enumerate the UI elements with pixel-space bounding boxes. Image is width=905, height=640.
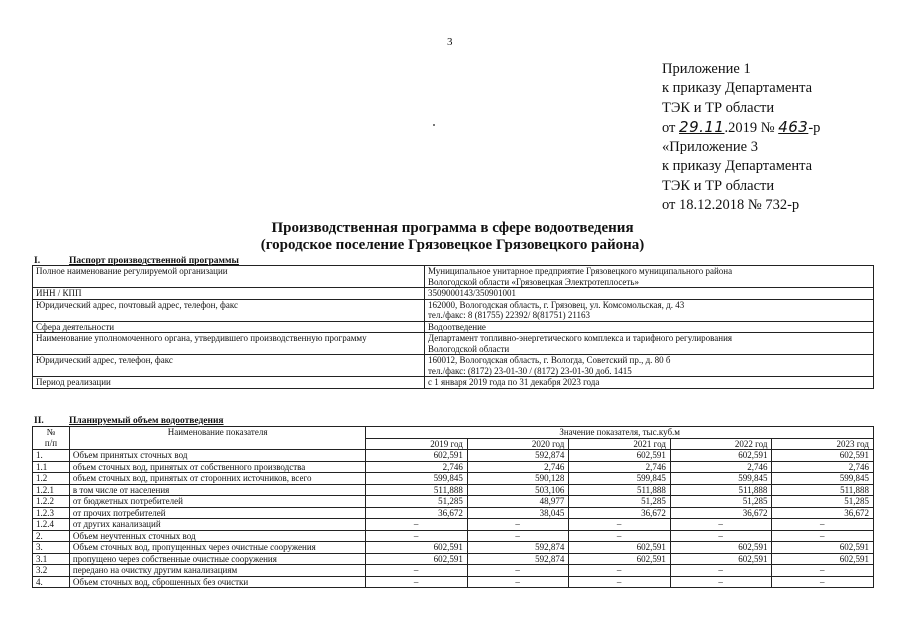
row-value: 602,591 [772, 542, 874, 554]
table-row [33, 450, 874, 462]
order-mid: .2019 № [724, 119, 775, 136]
passport-value-line: Водоотведение [428, 321, 486, 332]
row-value: 602,591 [670, 553, 772, 565]
appendix-line: ТЭК и ТР области [662, 99, 775, 116]
row-value: 511,888 [670, 484, 772, 496]
handwritten-date: 29.11 [679, 117, 725, 136]
section-title: Планируемый объем водоотведения [69, 416, 224, 426]
row-value: 38,045 [467, 507, 569, 519]
handwritten-number: 463 [778, 117, 809, 136]
row-value: 602,591 [366, 553, 468, 565]
header-year: 2021 год [569, 438, 671, 450]
row-name: Объем принятых сточных вод [69, 450, 365, 462]
row-value: 48,977 [467, 496, 569, 508]
passport-value-line: тел./факс: (8172) 23-01-30 / (8172) 23-01-30 доб. 1415 [428, 365, 632, 376]
passport-row [33, 266, 874, 288]
row-value: 511,888 [772, 484, 874, 496]
row-number: 1.2.2 [33, 496, 70, 508]
row-value: 51,285 [772, 496, 874, 508]
passport-row [33, 377, 874, 389]
row-value: – [366, 530, 468, 542]
row-name: от других канализаций [69, 519, 365, 531]
row-value: – [670, 519, 772, 531]
row-name: передано на очистку другим канализациям [69, 565, 365, 577]
section-title: Паспорт производственной программы [69, 256, 239, 266]
row-value: – [569, 519, 671, 531]
row-name: объем сточных вод, принятых от сторонних источников, всего [69, 473, 365, 485]
appendix-line: к приказу Департамента [662, 158, 813, 175]
table-row [33, 530, 874, 542]
volume-table [32, 426, 874, 588]
passport-label: Период реализации [33, 377, 425, 389]
row-number: 2. [33, 530, 70, 542]
row-name: Объем неучтенных сточных вод [69, 530, 365, 542]
header-number [33, 427, 70, 450]
table-row [33, 565, 874, 577]
passport-value [425, 288, 874, 300]
passport-row [33, 288, 874, 300]
row-value: – [670, 565, 772, 577]
passport-value [425, 333, 874, 355]
row-number: 1.2 [33, 473, 70, 485]
table-row [33, 507, 874, 519]
row-value: 51,285 [670, 496, 772, 508]
row-value: 592,874 [467, 450, 569, 462]
row-value: 602,591 [670, 542, 772, 554]
row-number: 1.2.1 [33, 484, 70, 496]
row-value: 599,845 [772, 473, 874, 485]
header-indicator-name: Наименование показателя [69, 427, 365, 450]
row-name: объем сточных вод, принятых от собственного производства [69, 461, 365, 473]
passport-value-line: Вологодской области [428, 343, 510, 354]
passport-row [33, 355, 874, 377]
row-value: – [467, 576, 569, 588]
row-value: – [772, 576, 874, 588]
order-prefix: от [662, 119, 676, 136]
scan-speck [433, 124, 435, 126]
document-subtitle: (городское поселение Грязовецкое Грязовецкого района) [260, 237, 645, 253]
appendix-line: от 18.12.2018 № 732-р [662, 197, 800, 214]
row-value: – [670, 576, 772, 588]
page-number: 3 [447, 36, 453, 48]
row-value: 602,591 [772, 553, 874, 565]
row-value: 2,746 [569, 461, 671, 473]
passport-table [32, 265, 874, 389]
row-value: 599,845 [569, 473, 671, 485]
passport-value [425, 266, 874, 288]
passport-value [425, 355, 874, 377]
header-number-line: п/п [44, 437, 58, 448]
row-value: 511,888 [569, 484, 671, 496]
row-value: 602,591 [366, 542, 468, 554]
row-number: 1. [33, 450, 70, 462]
row-value: – [772, 565, 874, 577]
passport-label: Юридический адрес, почтовый адрес, телефон, факс [33, 299, 425, 321]
row-value: – [366, 576, 468, 588]
passport-value [425, 299, 874, 321]
passport-row [33, 321, 874, 333]
passport-value [425, 377, 874, 389]
table-row [33, 576, 874, 588]
row-value: 590,128 [467, 473, 569, 485]
row-name: пропущено через собственные очистные сооружения [69, 553, 365, 565]
row-value: 2,746 [670, 461, 772, 473]
header-year: 2020 год [467, 438, 569, 450]
section-number: I. [34, 256, 41, 266]
row-number: 3. [33, 542, 70, 554]
row-value: 511,888 [366, 484, 468, 496]
appendix-line: ТЭК и ТР области [662, 177, 775, 194]
row-value: 36,672 [772, 507, 874, 519]
row-number: 3.2 [33, 565, 70, 577]
passport-value-line: 3509000143/350901001 [428, 288, 517, 298]
row-number: 1.2.3 [33, 507, 70, 519]
row-value: – [366, 565, 468, 577]
header-year: 2023 год [772, 438, 874, 450]
row-value: 2,746 [772, 461, 874, 473]
row-name: Объем сточных вод, пропущенных через очистные сооружения [69, 542, 365, 554]
row-value: – [569, 576, 671, 588]
section-2-heading [34, 416, 224, 426]
row-value: 2,746 [467, 461, 569, 473]
row-value: 602,591 [366, 450, 468, 462]
row-value: 602,591 [670, 450, 772, 462]
appendix-order-line [662, 118, 820, 138]
row-number: 3.1 [33, 553, 70, 565]
appendix-line: «Приложение 3 [662, 139, 758, 156]
table-row [33, 484, 874, 496]
row-value: – [772, 519, 874, 531]
row-value: 592,874 [467, 542, 569, 554]
appendix-line: Приложение 1 [662, 61, 751, 77]
row-value: 36,672 [569, 507, 671, 519]
order-suffix: -р [808, 119, 821, 136]
passport-value-line: Департамент топливно-энергетического комплекса и тарифного регулирования [428, 333, 733, 343]
row-value: 592,874 [467, 553, 569, 565]
row-value: – [467, 519, 569, 531]
appendix-block [662, 60, 820, 215]
row-value: 599,845 [366, 473, 468, 485]
header-number-line: № [46, 427, 56, 437]
row-value: 36,672 [670, 507, 772, 519]
row-value: – [670, 530, 772, 542]
row-value: – [569, 565, 671, 577]
row-name: от бюджетных потребителей [69, 496, 365, 508]
table-row [33, 542, 874, 554]
passport-value-line: 162000, Вологодская область, г. Грязовец, ул. Комсомольская, д. 43 [428, 299, 685, 310]
header-values: Значение показателя, тыс.куб.м [366, 427, 874, 439]
row-value: 51,285 [569, 496, 671, 508]
row-value: – [569, 530, 671, 542]
row-number: 1.2.4 [33, 519, 70, 531]
row-value: – [366, 519, 468, 531]
passport-value-line: 160012, Вологодская область, г. Вологда, Советский пр., д. 80 б [428, 355, 671, 365]
row-value: – [467, 565, 569, 577]
passport-value-line: Муниципальное унитарное предприятие Грязовецкого муниципального района [428, 266, 733, 276]
row-value: 2,746 [366, 461, 468, 473]
document-title: Производственная программа в сфере водоотведения [271, 220, 634, 236]
row-value: 602,591 [569, 542, 671, 554]
passport-row [33, 299, 874, 321]
row-value: 36,672 [366, 507, 468, 519]
passport-label: Юридический адрес, телефон, факс [33, 355, 425, 377]
row-number: 4. [33, 576, 70, 588]
header-year: 2019 год [366, 438, 468, 450]
row-value: 599,845 [670, 473, 772, 485]
row-number: 1.1 [33, 461, 70, 473]
row-name: в том числе от населения [69, 484, 365, 496]
passport-value-line: с 1 января 2019 года по 31 декабря 2023 года [428, 377, 600, 387]
row-name: от прочих потребителей [69, 507, 365, 519]
row-value: 602,591 [569, 450, 671, 462]
row-value: 51,285 [366, 496, 468, 508]
passport-value-line: Вологодской области «Грязовецкая Электротеплосеть» [428, 276, 639, 287]
table-row [33, 519, 874, 531]
passport-label: Сфера деятельности [33, 321, 425, 333]
row-value: 602,591 [569, 553, 671, 565]
table-row [33, 553, 874, 565]
passport-label: Полное наименование регулируемой организации [33, 266, 425, 288]
passport-row [33, 333, 874, 355]
row-value: 602,591 [772, 450, 874, 462]
row-name: Объем сточных вод, сброшенных без очистки [69, 576, 365, 588]
passport-label: Наименование уполномоченного органа, утвердившего производственную программу [33, 333, 425, 355]
header-year: 2022 год [670, 438, 772, 450]
table-row [33, 496, 874, 508]
table-row [33, 473, 874, 485]
section-number: II. [34, 416, 44, 426]
table-row [33, 461, 874, 473]
row-value: – [772, 530, 874, 542]
appendix-line: к приказу Департамента [662, 80, 813, 97]
row-value: 503,106 [467, 484, 569, 496]
passport-label: ИНН / КПП [33, 288, 425, 300]
passport-value-line: тел./факс: 8 (81755) 22392/ 8(81751) 21163 [428, 310, 591, 320]
passport-value [425, 321, 874, 333]
row-value: – [467, 530, 569, 542]
